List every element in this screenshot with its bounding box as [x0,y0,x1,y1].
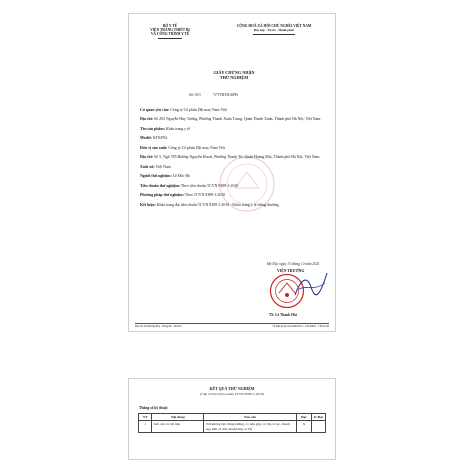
field-row [140,165,328,170]
cell-requirement: Vải không dệt, đúng phẳng, có nếp gấp; có lớp vi lọc, thanh nẹp mũi và dây đeo(không có lỗ) [204,421,296,433]
results-subtitle: (Căn cứ theo tiêu chuẩn TCVN 8389-1:2010) [200,391,264,396]
certificate-title-line: GIẤY CHỨNG NHẬN [213,70,255,75]
field-label: Xuất xứ: [140,164,155,169]
field-value: Khẩu trang y tế [164,126,190,131]
table-row [139,421,326,433]
field-value: Việt Nam [154,164,171,169]
field-label: Đơn vị sản xuất: [140,145,168,150]
results-page [128,378,336,460]
field-value: Khẩu trang đạt tiêu chuẩn TCVN 8389-1:2010 - Khẩu trang y tế thông thường. [155,202,280,207]
results-title-text: KẾT QUẢ THỬ NGHIỆM [209,387,255,391]
signer-name: TS. Lê Thanh Hải [269,313,297,317]
field-value: Công ty Cổ phần Dệt may Nam Việt [169,108,227,112]
field-row [140,193,328,198]
certificate-number [189,93,238,97]
certificate-page [128,13,336,332]
date-month: 10 [300,262,305,266]
results-table [138,413,326,433]
header-left-line: VIỆN TRANG THIẾT BỊ [150,28,190,33]
date-prefix: Hà Nội, ngày [267,262,287,266]
field-value: Công ty Cổ phần Dệt may Nam Việt [167,145,225,150]
section-label: Thông số kỹ thuật [139,406,168,410]
field-value: Số 203 Nguyễn Huy Tưởng, Phường Thanh Xuân Trung, Quận Thanh Xuân, Thành phố Hà Nội, Việt Nam. [153,117,322,122]
field-row [140,203,328,208]
field-row [140,155,328,160]
cell-content: Kết cấu và vật liệu [152,421,204,433]
national-motto: Độc lập - Tự do - Hạnh phúc [253,28,295,33]
field-label: Cơ quan yêu cầu: [140,108,170,112]
number-prefix: Số: [189,93,195,97]
field-label: Địa chỉ: [140,155,154,160]
header-right [219,24,329,35]
field-row [140,108,328,113]
column-header: Nội dung [152,414,204,421]
signer-title: VIỆN TRƯỞNG [277,269,305,273]
date-month-label: tháng [291,262,300,266]
field-label: Người thử nghiệm: [140,174,172,179]
cell-tt: 1 [139,421,152,433]
certificate-fields [140,108,328,212]
header-right-rule [253,34,295,35]
column-header: Đạt [296,414,311,421]
footer-address: Địa chỉ: 40 Phương Mai - Đống Đa - Hà Nội [135,325,182,328]
column-header: TT [139,414,152,421]
field-label: Kết luận: [140,202,156,207]
header-left-line: VÀ CÔNG TRÌNH Y TẾ [150,32,190,37]
field-label: Phương pháp thử nghiệm: [140,193,184,198]
header-left-line: BỘ Y TẾ [162,24,178,28]
header-left [137,24,203,39]
header-left-rule [158,38,182,39]
certificate-title-line: THỬ NGHIỆM [219,75,249,80]
date-year-label: năm [305,262,312,266]
field-row [140,117,328,122]
field-value: Số 5, Ngõ 785 Đường Nguyễn Khoái, Phường Thanh Trì, Quận Hoàng Mai, Thành phố Hà Nội, Việt Nam. [153,155,321,160]
field-label: Model: [140,136,152,141]
number-suffix: /VTTB-DGSPH [213,93,238,97]
field-value: KTKF94 [151,136,167,141]
number-handwritten: 853 [195,93,201,97]
column-header: Yêu cầu [204,414,296,421]
column-header: K.Đạt [312,414,326,421]
field-label: Tên sản phẩm: [140,126,165,131]
national-title: CỘNG HOÀ XÃ HỘI CHỦ NGHĨA VIỆT NAM [236,24,312,28]
date-year: 2021 [312,262,320,266]
field-value: Theo tiêu chuẩn TCVN 8389-1:2010 [180,183,239,188]
signature-icon [291,265,331,305]
field-value: Lê Đức Hà [171,174,190,179]
cell-fail [312,421,326,433]
field-row [140,136,328,141]
field-value: Theo TCVN 8389-1:2010 [183,193,226,198]
field-row [140,127,328,132]
certificate-title [169,70,299,80]
field-row [140,146,328,151]
table-header-row [139,414,326,421]
date-day: 15 [287,262,291,266]
field-row [140,174,328,179]
results-title [149,387,315,397]
field-row [140,184,328,189]
field-label: Địa chỉ: [140,117,154,122]
page-footer [135,323,329,328]
footer-phone: Số điện thoại: 024-62925314 - 3 8523065 - 3 8521240 [272,325,329,328]
cell-pass: X [296,421,311,433]
field-label: Tiêu chuẩn thử nghiệm: [140,183,180,188]
